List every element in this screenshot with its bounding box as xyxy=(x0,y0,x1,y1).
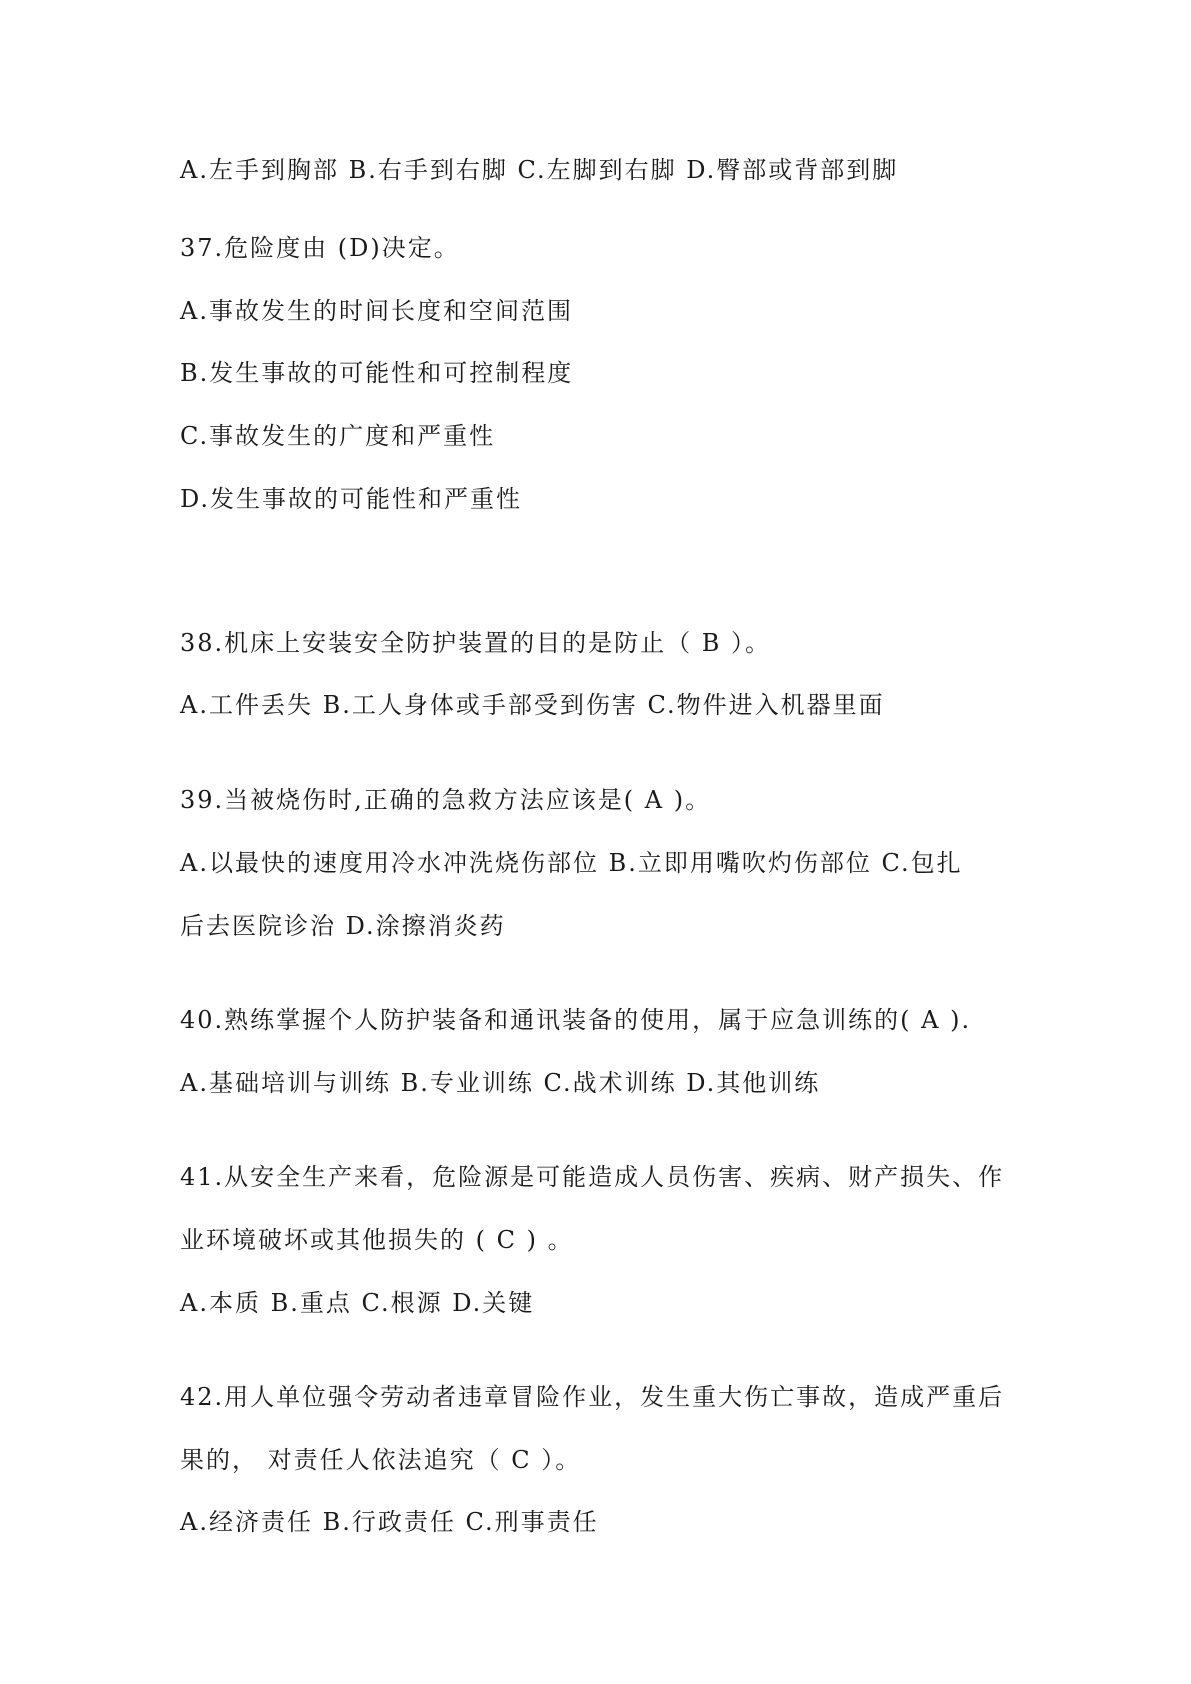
q37-option-b: B.发生事故的可能性和可控制程度 xyxy=(180,359,574,387)
q41-options: A.本质 B.重点 C.根源 D.关键 xyxy=(180,1289,535,1317)
q41-question-line2: 业环境破坏或其他损失的 ( C ) 。 xyxy=(180,1226,574,1254)
q42-question-line2: 果的， 对责任人依法追究（ C ）。 xyxy=(180,1446,582,1474)
q37-option-c: C.事故发生的广度和严重性 xyxy=(180,422,496,450)
q39-options-line2: 后去医院诊治 D.涂擦消炎药 xyxy=(180,912,506,940)
q37-question: 37.危险度由 (D)决定。 xyxy=(180,234,460,262)
q40-question: 40.熟练掌握个人防护装备和通讯装备的使用，属于应急训练的( A ). xyxy=(180,1006,972,1034)
q38-options: A.工件丢失 B.工人身体或手部受到伤害 C.物件进入机器里面 xyxy=(180,691,885,719)
q41-question-line1: 41.从安全生产来看，危险源是可能造成人员伤害、疾病、财产损失、作 xyxy=(180,1163,1005,1191)
q40-options: A.基础培训与训练 B.专业训练 C.战术训练 D.其他训练 xyxy=(180,1069,821,1097)
q42-options: A.经济责任 B.行政责任 C.刑事责任 xyxy=(180,1508,599,1536)
q38-question: 38.机床上安装安全防护装置的目的是防止（ B ）。 xyxy=(180,629,772,657)
q37-option-a: A.事故发生的时间长度和空间范围 xyxy=(180,297,573,325)
q39-options-line1: A.以最快的速度用冷水冲洗烧伤部位 B.立即用嘴吹灼伤部位 C.包扎 xyxy=(180,849,963,877)
q39-question: 39.当被烧伤时,正确的急救方法应该是( A )。 xyxy=(180,786,712,814)
q42-question-line1: 42.用人单位强令劳动者违章冒险作业，发生重大伤亡事故，造成严重后 xyxy=(180,1383,1005,1411)
q37-option-d: D.发生事故的可能性和严重性 xyxy=(180,485,523,513)
q36-options: A.左手到胸部 B.右手到右脚 C.左脚到右脚 D.臀部或背部到脚 xyxy=(180,156,899,184)
